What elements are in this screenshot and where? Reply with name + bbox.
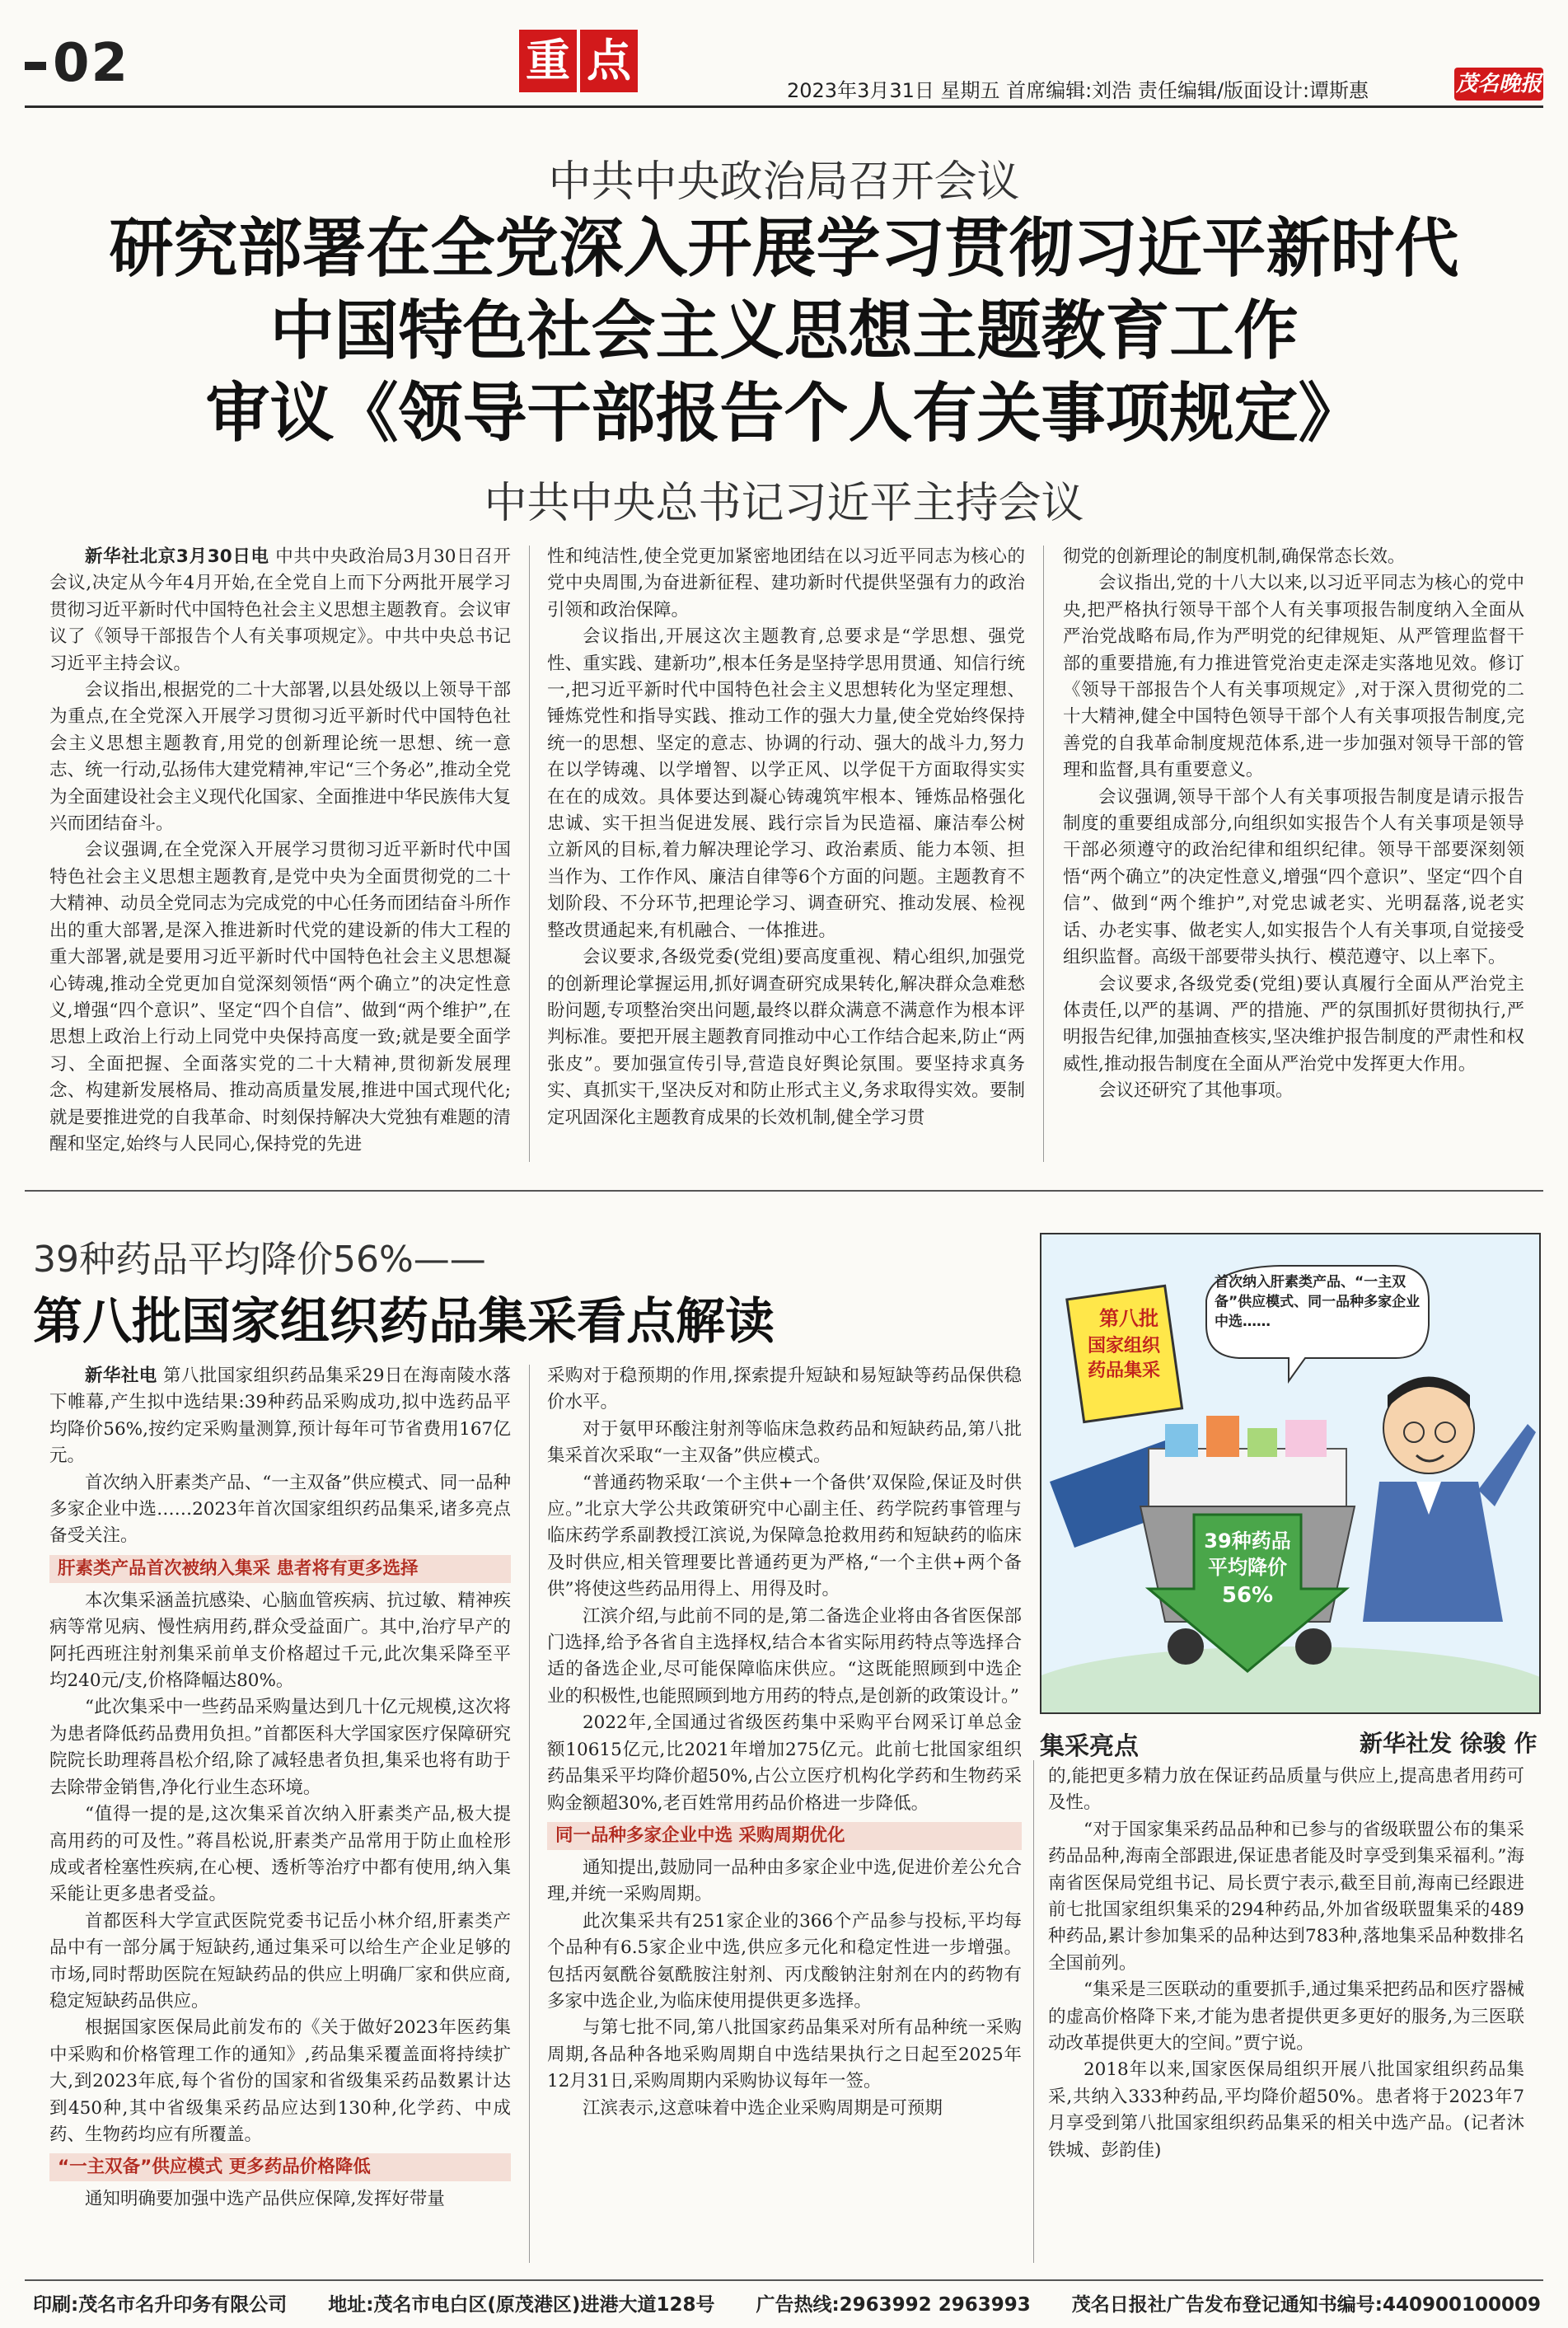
paragraph: 会议还研究了其他事项。	[1098, 1080, 1294, 1102]
article2-column-1	[49, 1363, 511, 2213]
paragraph: 通知明确要加强中选产品供应保障,发挥好带量	[85, 2189, 445, 2210]
paragraph: 新华社北京3月30日电 中共中央政治局3月30日召开会议,决定从今年4月开始,在全党自上而下分两批开展学习贯彻习近平新时代中国特色社会主义思想主题教育。会议审议了《领导干部报告个人有关事项规定》。中共中央总书记习近平主持会议。	[49, 546, 511, 674]
paragraph: “集采是三医联动的重要抓手,通过集采把药品和医疗器械的虚高价格降下来,才能为患者提供更多更好的服务,为三医联动改革提供更大的空间。”贾宁说。	[1048, 1979, 1524, 2054]
column-divider	[1033, 1760, 1034, 2263]
speech-bubble-text: 首次纳入肝素类产品、“一主双备”供应模式、同一品种多家企业中选……	[1215, 1274, 1421, 1330]
article2-kicker: 39种药品平均降价56%——	[33, 1239, 486, 1281]
section-char-1: 重	[519, 30, 577, 92]
cartoon-illustration	[1040, 1233, 1541, 1714]
paragraph: 会议强调,领导干部个人有关事项报告制度是请示报告制度的重要组成部分,向组织如实报告个人有关事项是领导干部必须遵守的政治纪律和组织纪律。领导干部要深刻领悟“两个确立”的决定性意义,增强“四个意识”、坚定“四个自信”、做到“两个维护”,对党忠诚老实、光明磊落,说老实话、办老实事、做老实人,如实报告个人有关事项,自觉接受组织监督。高级干部要带头执行、模范遵守、以上率下。	[1063, 786, 1524, 968]
section-tag	[519, 30, 638, 92]
paragraph: “对于国家集采药品品种和已参与的省级联盟公布的集采药品品种,海南全部跟进,保证患者能及时享受到集采福利。”海南省医保局党组书记、局长贾宁表示,截至目前,海南已经跟进前七批国家组织集采的294种药品,外加省级联盟集采的489种药品,累计参加集采的品种达到783种,落地集采品种数排名全国前列。	[1048, 1819, 1524, 1974]
article2-column-3	[1048, 1764, 1524, 2164]
sign-line-1: 第八批	[1099, 1307, 1158, 1330]
footer	[33, 2289, 1541, 2316]
paragraph: 性和纯洁性,使全党更加紧密地团结在以习近平同志为核心的党中央周围,为奋进新征程、建功新时代提供坚强有力的政治引领和政治保障。	[547, 546, 1025, 621]
paragraph: 会议强调,在全党深入开展学习贯彻习近平新时代中国特色社会主义思想主题教育,是党中央为全面贯彻党的二十大精神、动员全党同志为完成党的中心任务而团结奋斗所作出的重大部署,是深入推进新时代党的建设新的伟大工程的重大部署,就是要用习近平新时代中国特色社会主义思想凝心铸魂,推动全党更加自觉深刻领悟“两个确立”的决定性意义,增强“四个意识”、坚定“四个自信”、做到“两个维护”,在思想上政治上行动上同党中央保持高度一致;就是要全面学习、全面把握、全面落实党的二十大精神,贯彻新发展理念、构建新发展格局、推动高质量发展,推进中国式现代化;就是要推进党的自我革命、时刻保持解决大党独有难题的清醒和坚定,始终与人民同心,保持党的先进	[49, 840, 511, 1155]
paragraph: 根据国家医保局此前发布的《关于做好2023年医药集中采购和价格管理工作的通知》,药品集采覆盖面将持续扩大,到2023年底,每个省份的国家和省级集采药品数累计达到450种,其中省级集采药品应达到130种,化学药、中成药、生物药均应有所覆盖。	[49, 2017, 511, 2145]
paragraph: 会议要求,各级党委(党组)要高度重视、精心组织,加强党的创新理论掌握运用,抓好调查研究成果转化,解决群众急难愁盼问题,专项整治突出问题,最终以群众满意不满意作为根本评判标准。要把开展主题教育同推动中心工作结合起来,防止“两张皮”。要加强宣传引导,营造良好舆论氛围。要坚持求真务实、真抓实干,坚决反对和防止形式主义,务求取得实效。要制定巩固深化主题教育成果的长效机制,健全学习贯	[547, 947, 1025, 1128]
sign-line-2: 国家组织	[1088, 1336, 1161, 1356]
footer-rule	[25, 2279, 1543, 2281]
subheading: 肝素类产品首次被纳入集采 患者将有更多选择	[49, 1555, 511, 1583]
article1-headline	[0, 208, 1568, 455]
column-divider	[529, 1365, 530, 2263]
cart-line-2: 平均降价	[1208, 1556, 1287, 1579]
article1-column-2	[547, 544, 1025, 1131]
cart-line-1: 39种药品	[1204, 1529, 1291, 1553]
paragraph: 此次集采共有251家企业的366个产品参与投标,平均每个品种有6.5家企业中选,供应多元化和稳定性进一步增强。包括丙氨酰谷氨酰胺注射剂、丙戊酸钠注射剂在内的药物有多家中选企业,为临床使用提供更多选择。	[547, 1910, 1022, 2012]
footer-license: 茂名日报社广告发布登记通知书编号:440900100009	[1071, 2294, 1541, 2316]
paragraph: 首次纳入肝素类产品、“一主双备”供应模式、同一品种多家企业中选……2023年首次国家组织药品集采,诸多亮点备受关注。	[49, 1472, 511, 1547]
article1-column-1	[49, 544, 511, 1158]
sign-line-3: 药品集采	[1088, 1361, 1161, 1381]
paragraph: 本次集采涵盖抗感染、心脑血管疾病、抗过敏、精神疾病等常见病、慢性病用药,群众受益面广。其中,治疗早产的阿托西班注射剂集采前单支价格超过千元,此次集采降至平均240元/支,价格降幅达80%。	[49, 1590, 511, 1692]
paragraph: 江滨表示,这意味着中选企业采购周期是可预期	[583, 2097, 943, 2119]
column-divider	[529, 546, 530, 1162]
masthead	[25, 15, 1543, 102]
column-divider	[1043, 546, 1044, 1162]
paragraph: 江滨介绍,与此前不同的是,第二备选企业将由各省医保部门选择,给予各省自主选择权,结合本省实际用药特点等选择合适的备选企业,尽可能保障临床供应。“这既能照顾到中选企业的积极性,也能照顾到地方用药的特点,是创新的政策设计。”	[547, 1605, 1022, 1707]
cartoon-svg	[1041, 1234, 1539, 1712]
masthead-rule	[25, 105, 1543, 108]
paragraph: 通知提出,鼓励同一品种由多家企业中选,促进价差公允合理,并统一采购周期。	[547, 1857, 1022, 1905]
headline-line-3: 审议《领导干部报告个人有关事项规定》	[205, 377, 1363, 451]
paragraph: 会议指出,党的十八大以来,以习近平同志为核心的党中央,把严格执行领导干部个人有关事项报告制度纳入全面从严治党战略布局,作为严明党的纪律规矩、从严管理监督干部的重要措施,有力推进管党治吏走深走实落地见效。修订《领导干部报告个人有关事项规定》,对于深入贯彻党的二十大精神,健全中国特色领导干部个人有关事项报告制度,完善党的自我革命制度规范体系,进一步加强对领导干部的管理和监督,具有重要意义。	[1063, 573, 1524, 781]
header-info: 2023年3月31日 星期五 首席编辑:刘浩 责任编辑/版面设计:谭斯惠	[787, 79, 1369, 102]
paragraph: “此次集采中一些药品采购量达到几十亿元规模,这次将为患者降低药品费用负担。”首都医科大学国家医疗保障研究院院长助理蒋昌松介绍,除了减轻患者负担,集采也将有助于去除带金销售,净化行业生态环境。	[49, 1697, 511, 1798]
subheading: 同一品种多家企业中选 采购周期优化	[547, 1822, 1022, 1850]
footer-printer: 印刷:茂名市名升印务有限公司	[33, 2294, 288, 2316]
paragraph: “普通药物采取‘一个主供+一个备供’双保险,保证及时供应。”北京大学公共政策研究中心副主任、药学院药事管理与临床药学系副教授江滨说,为保障急抢救用药和短缺药的临床及时供应,相关管理要比普通药更为严格,“一个主供+两个备供”将使这些药品用得上、用得及时。	[547, 1472, 1022, 1600]
paragraph: 首都医科大学宣武医院党委书记岳小林介绍,肝素类产品中有一部分属于短缺药,通过集采可以给生产企业足够的市场,同时帮助医院在短缺药品的供应上明确厂家和供应商,稳定短缺药品供应。	[49, 1910, 511, 2012]
paragraph: 会议指出,根据党的二十大部署,以县处级以上领导干部为重点,在全党深入开展学习贯彻习近平新时代中国特色社会主义思想主题教育,用党的创新理论统一思想、统一意志、统一行动,弘扬伟大建党精神,牢记“三个务必”,推动全党为全面建设社会主义现代化国家、全面推进中华民族伟大复兴而团结奋斗。	[49, 680, 511, 835]
article2-column-2	[547, 1363, 1022, 2122]
paragraph: 的,能把更多精力放在保证药品质量与供应上,提高患者用药可及性。	[1048, 1766, 1524, 1814]
cartoon-caption: 集采亮点	[1040, 1732, 1139, 1761]
article1-subtitle: 中共中央总书记习近平主持会议	[484, 479, 1084, 528]
paragraph: 2018年以来,国家医保局组织开展八批国家组织药品集采,共纳入333种药品,平均降价超50%。患者将于2023年7月享受到第八批国家组织药品集采的相关中选产品。(记者沐铁城、彭韵佳)	[1048, 2059, 1524, 2161]
paragraph: 对于氨甲环酸注射剂等临床急救药品和短缺药品,第八批集采首次采取“一主双备”供应模式。	[547, 1418, 1022, 1467]
paragraph: 会议要求,各级党委(党组)要认真履行全面从严治党主体责任,以严的基调、严的措施、严的氛围抓好贯彻执行,严明报告纪律,加强抽查核实,坚决维护报告制度的严肃性和权威性,推动报告制度在全面从严治党中发挥更大作用。	[1063, 973, 1524, 1075]
headline-line-2: 中国特色社会主义思想主题教育工作	[269, 294, 1299, 368]
section-rule	[25, 1190, 1543, 1192]
paragraph: 彻党的创新理论的制度机制,确保常态长效。	[1063, 546, 1406, 567]
footer-address: 地址:茂名市电白区(原茂港区)进港大道128号	[328, 2294, 715, 2316]
headline-line-1: 研究部署在全党深入开展学习贯彻习近平新时代	[109, 212, 1459, 286]
paragraph: “值得一提的是,这次集采首次纳入肝素类产品,极大提高用药的可及性。”蒋昌松说,肝素类产品常用于防止血栓形成或者栓塞性疾病,在心梗、透析等治疗中都有使用,纳入集采能让更多患者受益。	[49, 1804, 511, 1905]
cartoon-credit: 新华社发 徐骏 作	[1360, 1730, 1538, 1757]
paragraph: 与第七批不同,第八批国家药品集采对所有品种统一采购周期,各品种各地采购周期自中选结果执行之日起至2025年12月31日,采购周期内采购协议每年一签。	[547, 2017, 1022, 2092]
paragraph: 2022年,全国通过省级医药集中采购平台网采订单总金额10615亿元,比2021年增加275亿元。此前七批国家组织药品集采平均降价超50%,占公立医疗机构化学药和生物药采购金额超30%,老百姓常用药品价格进一步降低。	[547, 1712, 1022, 1814]
page-number: 02	[25, 33, 129, 94]
dateline: 新华社电	[85, 1365, 157, 1386]
article1-column-3	[1063, 544, 1524, 1105]
paragraph: 采购对于稳预期的作用,探索提升短缺和易短缺等药品保供稳价水平。	[547, 1365, 1022, 1413]
dateline: 新华社北京3月30日电	[85, 546, 269, 567]
paragraph: 新华社电 第八批国家组织药品集采29日在海南陵水落下帷幕,产生拟中选结果:39种药品采购成功,拟中选药品平均降价56%,按约定采购量测算,预计每年可节省费用167亿元。	[49, 1365, 511, 1467]
newspaper-logo: 茂名晚报	[1454, 68, 1543, 101]
cart-line-3: 56%	[1221, 1583, 1274, 1608]
subheading: “一主双备”供应模式 更多药品价格降低	[49, 2153, 511, 2181]
article1-kicker: 中共中央政治局召开会议	[548, 157, 1020, 207]
footer-hotline: 广告热线:2963992 2963993	[756, 2294, 1031, 2316]
article2-headline: 第八批国家组织药品集采看点解读	[33, 1293, 775, 1351]
paragraph: 会议指出,开展这次主题教育,总要求是“学思想、强党性、重实践、建新功”,根本任务是坚持学思用贯通、知信行统一,把习近平新时代中国特色社会主义思想转化为坚定理想、锤炼党性和指导实践、推动工作的强大力量,使全党始终保持统一的思想、坚定的意志、协调的行动、强大的战斗力,努力在以学铸魂、以学增智、以学正风、以学促干方面取得实实在在的成效。具体要达到凝心铸魂筑牢根本、锤炼品格强化忠诚、实干担当促进发展、践行宗旨为民造福、廉洁奉公树立新风的目标,着力解决理论学习、政治素质、能力本领、担当作为、工作作风、廉洁自律等6个方面的问题。主题教育不划阶段、不分环节,把理论学习、调查研究、推动发展、检视整改贯通起来,有机融合、一体推进。	[547, 626, 1025, 941]
section-char-2: 点	[580, 30, 638, 92]
